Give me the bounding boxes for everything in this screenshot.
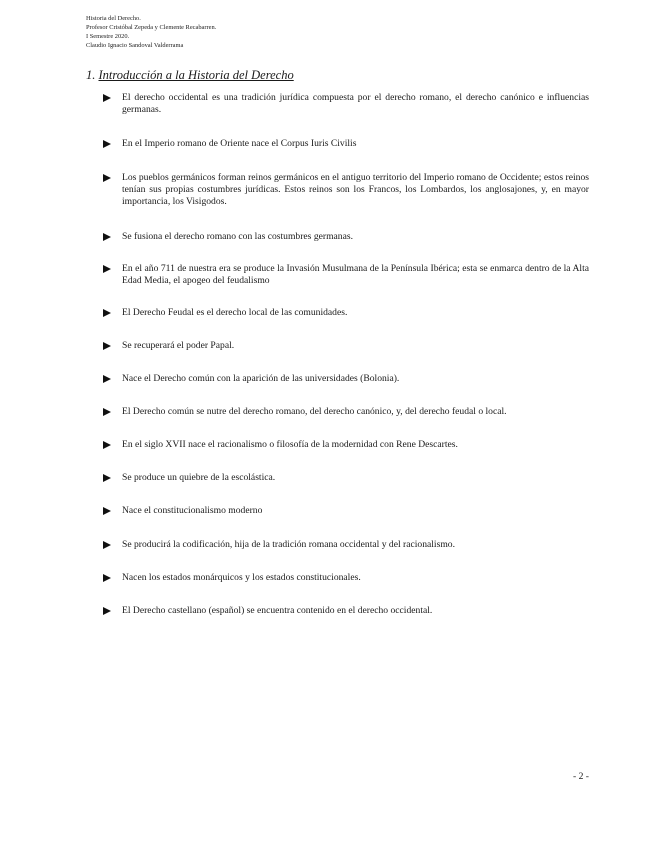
section-title-text: Introducción a la Historia del Derecho [98,68,294,82]
list-item [103,231,589,243]
list-item [103,307,589,319]
list-item-text: El Derecho Feudal es el derecho local de las comunidades. [122,306,348,318]
document-header [86,14,216,50]
list-item [103,406,589,418]
list-item [103,263,589,287]
list-item [103,340,589,352]
arrow-bullet-icon [103,574,111,582]
list-item [103,572,589,584]
arrow-bullet-icon [103,140,111,148]
list-item [103,539,589,551]
arrow-bullet-icon [103,94,111,102]
arrow-bullet-icon [103,309,111,317]
section-number: 1. [86,68,96,82]
list-item [103,92,589,116]
list-item-text: En el Imperio romano de Oriente nace el Corpus Iuris Civilis [122,138,357,150]
list-item-text: El Derecho castellano (español) se encuentra contenido en el derecho occidental. [122,604,433,616]
arrow-bullet-icon [103,441,111,449]
list-item [103,373,589,385]
list-item-text: Se produce un quiebre de la escolástica. [122,472,276,484]
page-number: - 2 - [573,771,589,782]
arrow-bullet-icon [103,233,111,241]
list-item-text: Nace el constitucionalismo moderno [122,505,263,517]
bullet-list [103,92,589,617]
list-item-text: Nacen los estados monárquicos y los estados constitucionales. [122,571,361,583]
list-item-text: Los pueblos germánicos forman reinos germánicos en el antiguo territorio del Imperio romano de Occidente; estos reinos tenían sus propias costumbres jurídicas. Estos reinos son los Francos, los Lombardos, los anglosajones, y, en mayor importancia, los Visigodos. [122,172,589,208]
list-item-text: Se fusiona el derecho romano con las costumbres germanas. [122,230,353,242]
header-semester: I Semestre 2020. [86,33,130,40]
list-item [103,472,589,484]
header-professors: Profesor Cristóbal Zepeda y Clemente Recabarren. [86,24,217,31]
arrow-bullet-icon [103,174,111,182]
list-item-text: Se producirá la codificación, hija de la tradición romana occidental y del racionalismo. [122,538,455,550]
list-item-text: Nace el Derecho común con la aparición de las universidades (Bolonia). [122,373,400,385]
header-course: Historia del Derecho. [86,15,141,22]
list-item-text: En el año 711 de nuestra era se produce la Invasión Musulmana de la Península Ibérica; esta se enmarca dentro de la Alta Edad Media, el apogeo del feudalismo [122,262,589,286]
list-item [103,439,589,451]
list-item [103,138,589,150]
arrow-bullet-icon [103,265,111,273]
arrow-bullet-icon [103,541,111,549]
list-item [103,505,589,517]
header-author: Claudio Ignacio Sandoval Valderrama [86,42,184,49]
section-title [86,68,294,83]
list-item-text: El Derecho común se nutre del derecho romano, del derecho canónico, y, del derecho feudal o local. [122,406,507,418]
list-item-text: Se recuperará el poder Papal. [122,339,235,351]
arrow-bullet-icon [103,507,111,515]
arrow-bullet-icon [103,474,111,482]
list-item-text: En el siglo XVII nace el racionalismo o filosofía de la modernidad con Rene Descartes. [122,439,458,451]
arrow-bullet-icon [103,375,111,383]
arrow-bullet-icon [103,342,111,350]
arrow-bullet-icon [103,408,111,416]
list-item [103,172,589,208]
list-item-text: El derecho occidental es una tradición jurídica compuesta por el derecho romano, el derecho canónico e influencias germanas. [122,92,589,116]
arrow-bullet-icon [103,607,111,615]
list-item [103,605,589,617]
